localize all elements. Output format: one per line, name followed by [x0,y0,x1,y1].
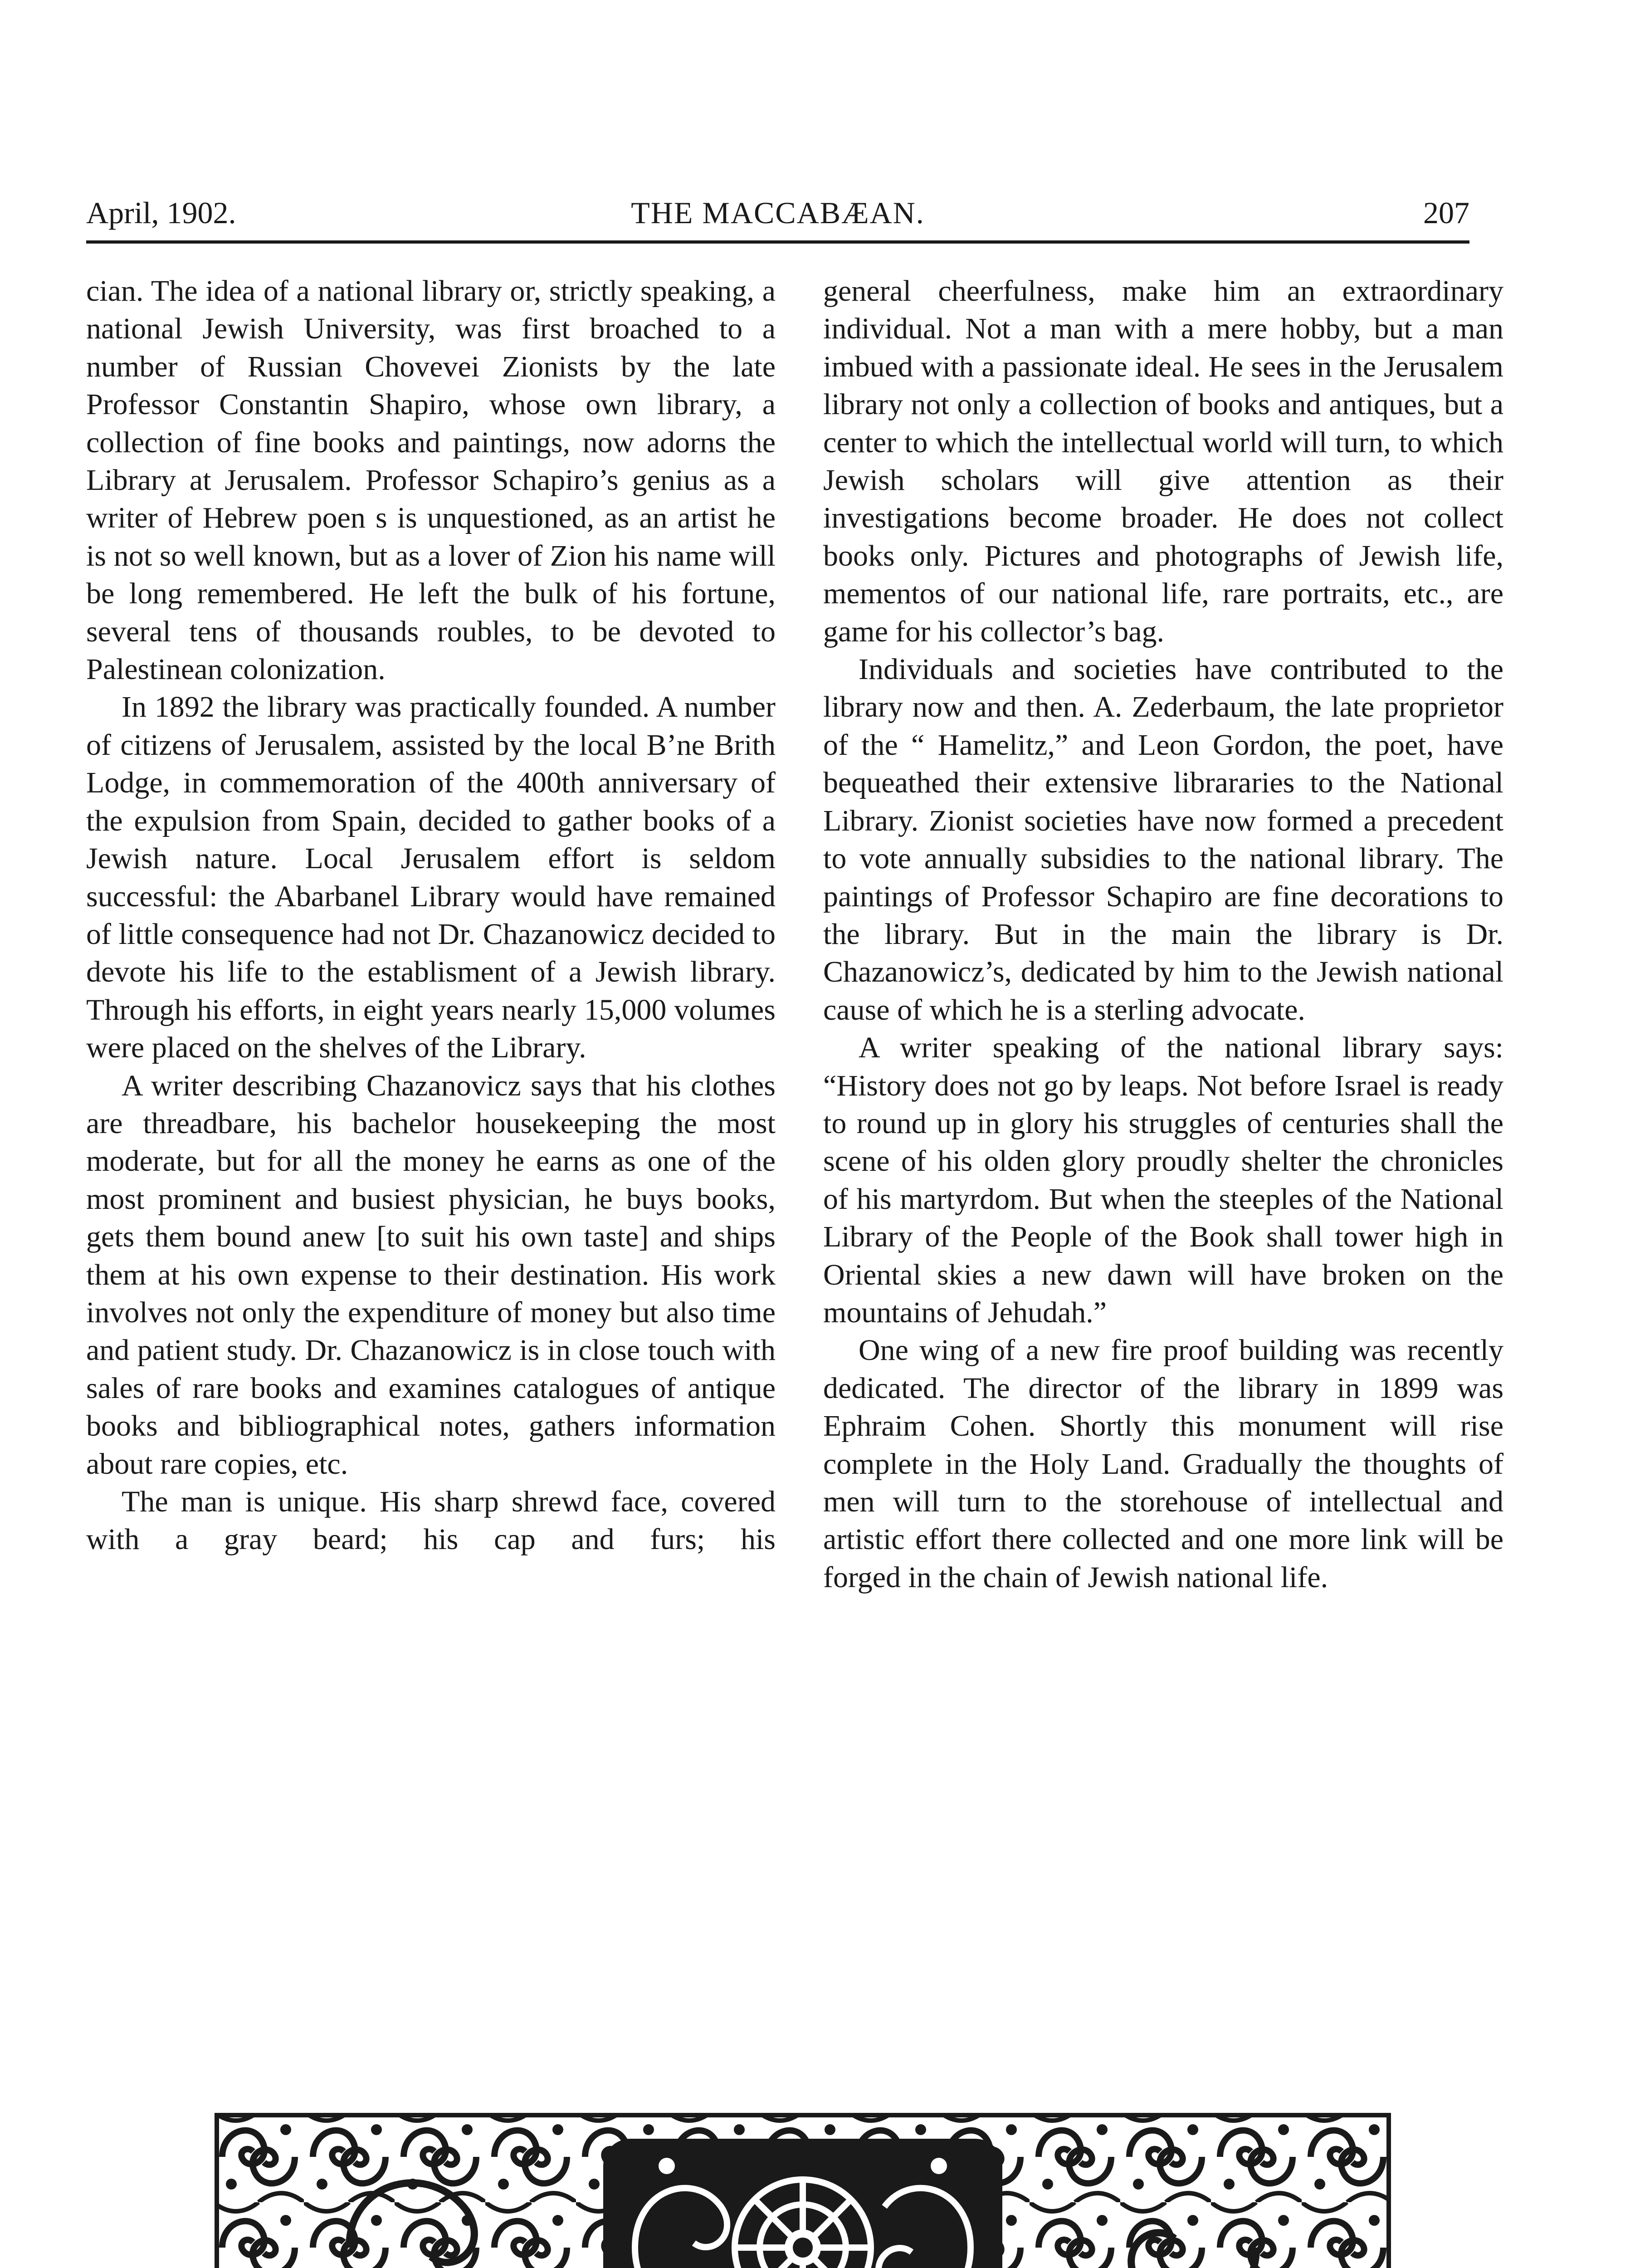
running-header [86,192,1469,233]
paragraph: One wing of a new fire proof building was recently dedicated. The director of the library in 1899 was Ephraim Cohen. Shortly this monument will rise complete in the Holy Land. Gradually the thoughts of men will turn to the storehouse of intellectual and artistic effort there collected and one more link will be forged in the chain of Jewish national life. [823,1334,1503,1594]
left-column [86,272,776,1559]
paragraph: In 1892 the library was practically founded. A number of citizens of Jerusalem, assisted by the local B’ne Brith Lodge, in commemoration of the 400th anniversary of the expulsion from Spain, decided to gather books of a Jewish nature. Local Jerusalem effort is seldom successful: the Abarbanel Library would have remained of little consequence had not Dr. Chazanowicz decided to devote his life to the establisment of a Jewish library. Through his efforts, in eight years nearly 15,000 volumes were placed on the shelves of the Library. [86,690,776,1065]
right-column [823,272,1503,1596]
paragraph: A writer describing Chazanovicz says that his clothes are threadbare, his bachelor housekeeping the most moderate, but for all the money he earns as one of the most prominent and busiest physician, he buys books, gets them bound anew [to suit his own taste] and ships them at his own expense to their destination. His work involves not only the expenditure of money but also time and patient study. Dr. Chazanowicz is in close touch with sales of rare books and examines catalogues of antique books and bibliographical notes, gathers information about rare copies, etc. [86,1069,776,1481]
paragraph: The man is unique. His sharp shrewd face, covered with a gray beard; his cap and furs; his [86,1485,776,1556]
paragraph: Individuals and societies have contributed to the library now and then. A. Zederbaum, the late proprietor of the “ Hamelitz,” and Leon Gordon, the poet, have bequeathed their extensive librararies to the National Library. Zionist societies have now formed a precedent to vote annually subsidies to the national library. The paintings of Professor Schapiro are fine decorations to the library. But in the main the library is Dr. Chazanowicz’s, dedicated by him to the Jewish national cause of which he is a sterling advocate. [823,653,1503,1026]
paragraph: A writer speaking of the national library says: “History does not go by leaps. Not before Israel is ready to round up in glory his struggles of centuries shall the scene of his olden glory proudly shelter the chronicles of his martyrdom. But when the steeples of the National Library of the People of the Book shall tower high in Oriental skies a new dawn will have broken on the mountains of Jehudah.” [823,1031,1503,1329]
decorative-tailpiece-icon [213,2112,1392,2268]
issue-date: April, 1902. [86,196,236,230]
paragraph: general cheerfulness, make him an extraordinary individual. Not a man with a mere hobby, but a man imbued with a passionate ideal. He sees in the Jerusalem library not only a collection of books and antiques, but a center to which the intellectual world will turn, to which Jewish scholars will give attention as their investigations become broader. He does not collect books only. Pictures and photographs of Jewish life, mementos of our national life, rare portraits, etc., are game for his collector’s bag. [823,274,1503,648]
header-rule [86,240,1469,244]
page-number: 207 [1423,196,1469,230]
paragraph: cian. The idea of a national library or, strictly speaking, a national Jewish University, was first broached to a number of Russian Chovevei Zionists by the late Professor Constantin Shapiro, whose own library, a collection of fine books and paintings, now adorns the Library at Jerusalem. Professor Schapiro’s genius as a writer of Hebrew poen s is unquestioned, as an artist he is not so well known, but as a lover of Zion his name will be long remembered. He left the bulk of his fortune, several tens of thousands roubles, to be devoted to Palestinean colonization. [86,274,776,686]
journal-title: THE MACCABÆAN. [631,196,925,230]
